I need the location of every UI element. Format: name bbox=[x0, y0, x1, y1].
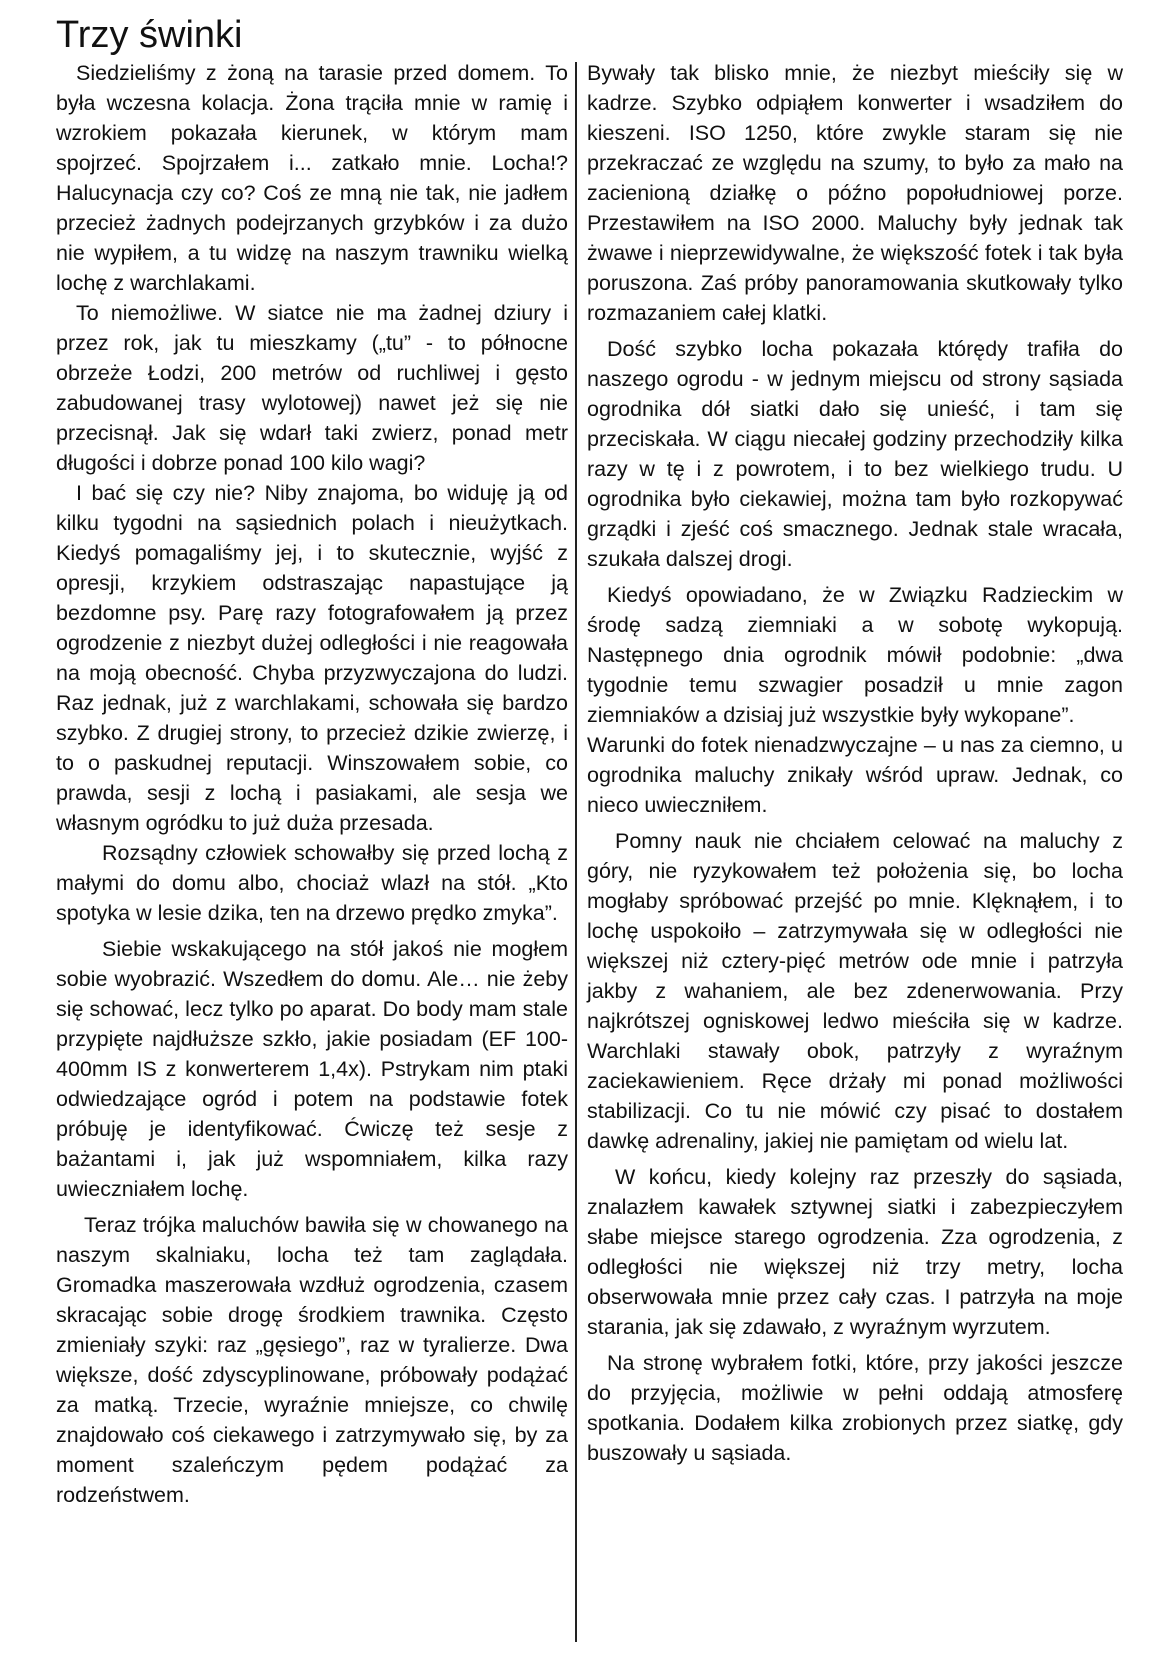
column-divider bbox=[575, 62, 577, 1642]
left-column bbox=[56, 58, 568, 1510]
paragraph: W końcu, kiedy kolejny raz przeszły do sąsiada, znalazłem kawałek sztywnej siatki i zabezpieczyłem słabe miejsce starego ogrodzenia. Zza ogrodzenia, z odległości nie większej niż trzy metry, locha obserwowała mnie przez cały czas. I patrzyła na moje starania, jak się zdawało, z wyraźnym wyrzutem. bbox=[587, 1165, 1123, 1339]
paragraph: Bywały tak blisko mnie, że niezbyt mieściły się w kadrze. Szybko odpiąłem konwerter i wsadziłem do kieszeni. ISO 1250, które zwykle staram się nie przekraczać ze względu na szumy, to było za mało na zacienioną działkę o późno popołudniowej porze. Przestawiłem na ISO 2000. Maluchy były jednak tak żwawe i nieprzewidywalne, że większość fotek i tak była poruszona. Zaś próby panoramowania skutkowały tylko rozmazaniem całej klatki. bbox=[587, 61, 1123, 325]
paragraph: Rozsądny człowiek schowałby się przed lochą z małymi do domu albo, chociaż wlazł na stół. „Kto spotyka w lesie dzika, ten na drzewo prędko zmyka”. bbox=[56, 841, 568, 925]
paragraph: Teraz trójka maluchów bawiła się w chowanego na naszym skalniaku, locha też tam zaglądała. Gromadka maszerowała wzdłuż ogrodzenia, czasem skracając sobie drogę środkiem trawnika. Często zmieniały szyki: raz „gęsiego”, raz w tyralierze. Dwa większe, dość zdyscyplinowane, próbowały podążać za matką. Trzecie, wyraźnie mniejsze, co chwilę znajdowało coś ciekawego i zatrzymywało się, by za moment szaleńczym pędem podążać za rodzeństwem. bbox=[56, 1213, 568, 1507]
paragraph: Kiedyś opowiadano, że w Związku Radzieckim w środę sadzą ziemniaki a w sobotę wykopują. Następnego dnia ogrodnik mówił podobnie: „dwa tygodnie temu szwagier posadził u mnie zagon ziemniaków a dzisiaj już wszystkie były wykopane”. bbox=[587, 583, 1123, 727]
paragraph: Siedzieliśmy z żoną na tarasie przed domem. To była wczesna kolacja. Żona trąciła mnie w ramię i wzrokiem pokazała kierunek, w którym mam spojrzeć. Spojrzałem i... zatkało mnie. Locha!? Halucynacja czy co? Coś ze mną nie tak, nie jadłem przecież żadnych podejrzanych grzybków i za dużo nie wypiłem, a tu widzę na naszym trawniku wielką lochę z warchlakami. bbox=[56, 61, 568, 295]
paragraph: Warunki do fotek nienadzwyczajne – u nas za ciemno, u ogrodnika maluchy znikały wśród upraw. Jednak, co nieco uwieczniłem. bbox=[587, 733, 1123, 817]
article-title: Trzy świnki bbox=[56, 14, 243, 56]
paragraph: I bać się czy nie? Niby znajoma, bo widuję ją od kilku tygodni na sąsiednich polach i nieużytkach. Kiedyś pomagaliśmy jej, i to skutecznie, wyjść z opresji, krzykiem odstraszając napastujące ją bezdomne psy. Parę razy fotografowałem ją przez ogrodzenie z niezbyt dużej odległości i nie reagowała na moją obecność. Chyba przyzwyczajona do ludzi. Raz jednak, już z warchlakami, schowała się bardzo szybko. Z drugiej strony, to przecież dzikie zwierzę, i to o paskudnej reputacji. Winszowałem sobie, co prawda, sesji z lochą i pasiakami, ale sesja we własnym ogródku to już duża przesada. bbox=[56, 481, 568, 835]
right-column bbox=[587, 58, 1123, 1468]
paragraph: Siebie wskakującego na stół jakoś nie mogłem sobie wyobrazić. Wszedłem do domu. Ale… nie żeby się schować, lecz tylko po aparat. Do body mam stale przypięte najdłuższe szkło, jakie posiadam (EF 100-400mm IS z konwerterem 1,4x). Pstrykam nim ptaki odwiedzające ogród i potem na podstawie fotek próbuję je identyfikować. Ćwiczę też sesje z bażantami i, jak już wspomniałem, kilka razy uwieczniałem lochę. bbox=[56, 937, 568, 1201]
paragraph: Dość szybko locha pokazała którędy trafiła do naszego ogrodu - w jednym miejscu od strony sąsiada ogrodnika dół siatki dało się unieść, i tam się przeciskała. W ciągu niecałej godziny przechodziły kilka razy w tę i z powrotem, i to bez wielkiego trudu. U ogrodnika było ciekawiej, można tam było rozkopywać grządki i zjeść coś smacznego. Jednak stale wracała, szukała dalszej drogi. bbox=[587, 337, 1123, 571]
paragraph: To niemożliwe. W siatce nie ma żadnej dziury i przez rok, jak tu mieszkamy („tu” - to północne obrzeże Łodzi, 200 metrów od ruchliwej i gęsto zabudowanej trasy wylotowej) nawet jeż się nie przecisnął. Jak się wdarł taki zwierz, ponad metr długości i dobrze ponad 100 kilo wagi? bbox=[56, 301, 568, 475]
paragraph: Na stronę wybrałem fotki, które, przy jakości jeszcze do przyjęcia, możliwie w pełni oddają atmosferę spotkania. Dodałem kilka zrobionych przez siatkę, gdy buszowały u sąsiada. bbox=[587, 1351, 1123, 1465]
paragraph: Pomny nauk nie chciałem celować na maluchy z góry, nie ryzykowałem też położenia się, bo locha mogłaby spróbować przejść po mnie. Klęknąłem, i to lochę uspokoiło – zatrzymywała się w odległości nie większej niż cztery-pięć metrów ode mnie i patrzyła jakby z wahaniem, ale bez zdenerwowania. Przy najkrótszej ogniskowej ledwo mieściła się w kadrze. Warchlaki stawały obok, patrzyły z wyraźnym zaciekawieniem. Ręce drżały mi ponad możliwości stabilizacji. Co tu nie mówić czy pisać to dostałem dawkę adrenaliny, jakiej nie pamiętam od wielu lat. bbox=[587, 829, 1123, 1153]
